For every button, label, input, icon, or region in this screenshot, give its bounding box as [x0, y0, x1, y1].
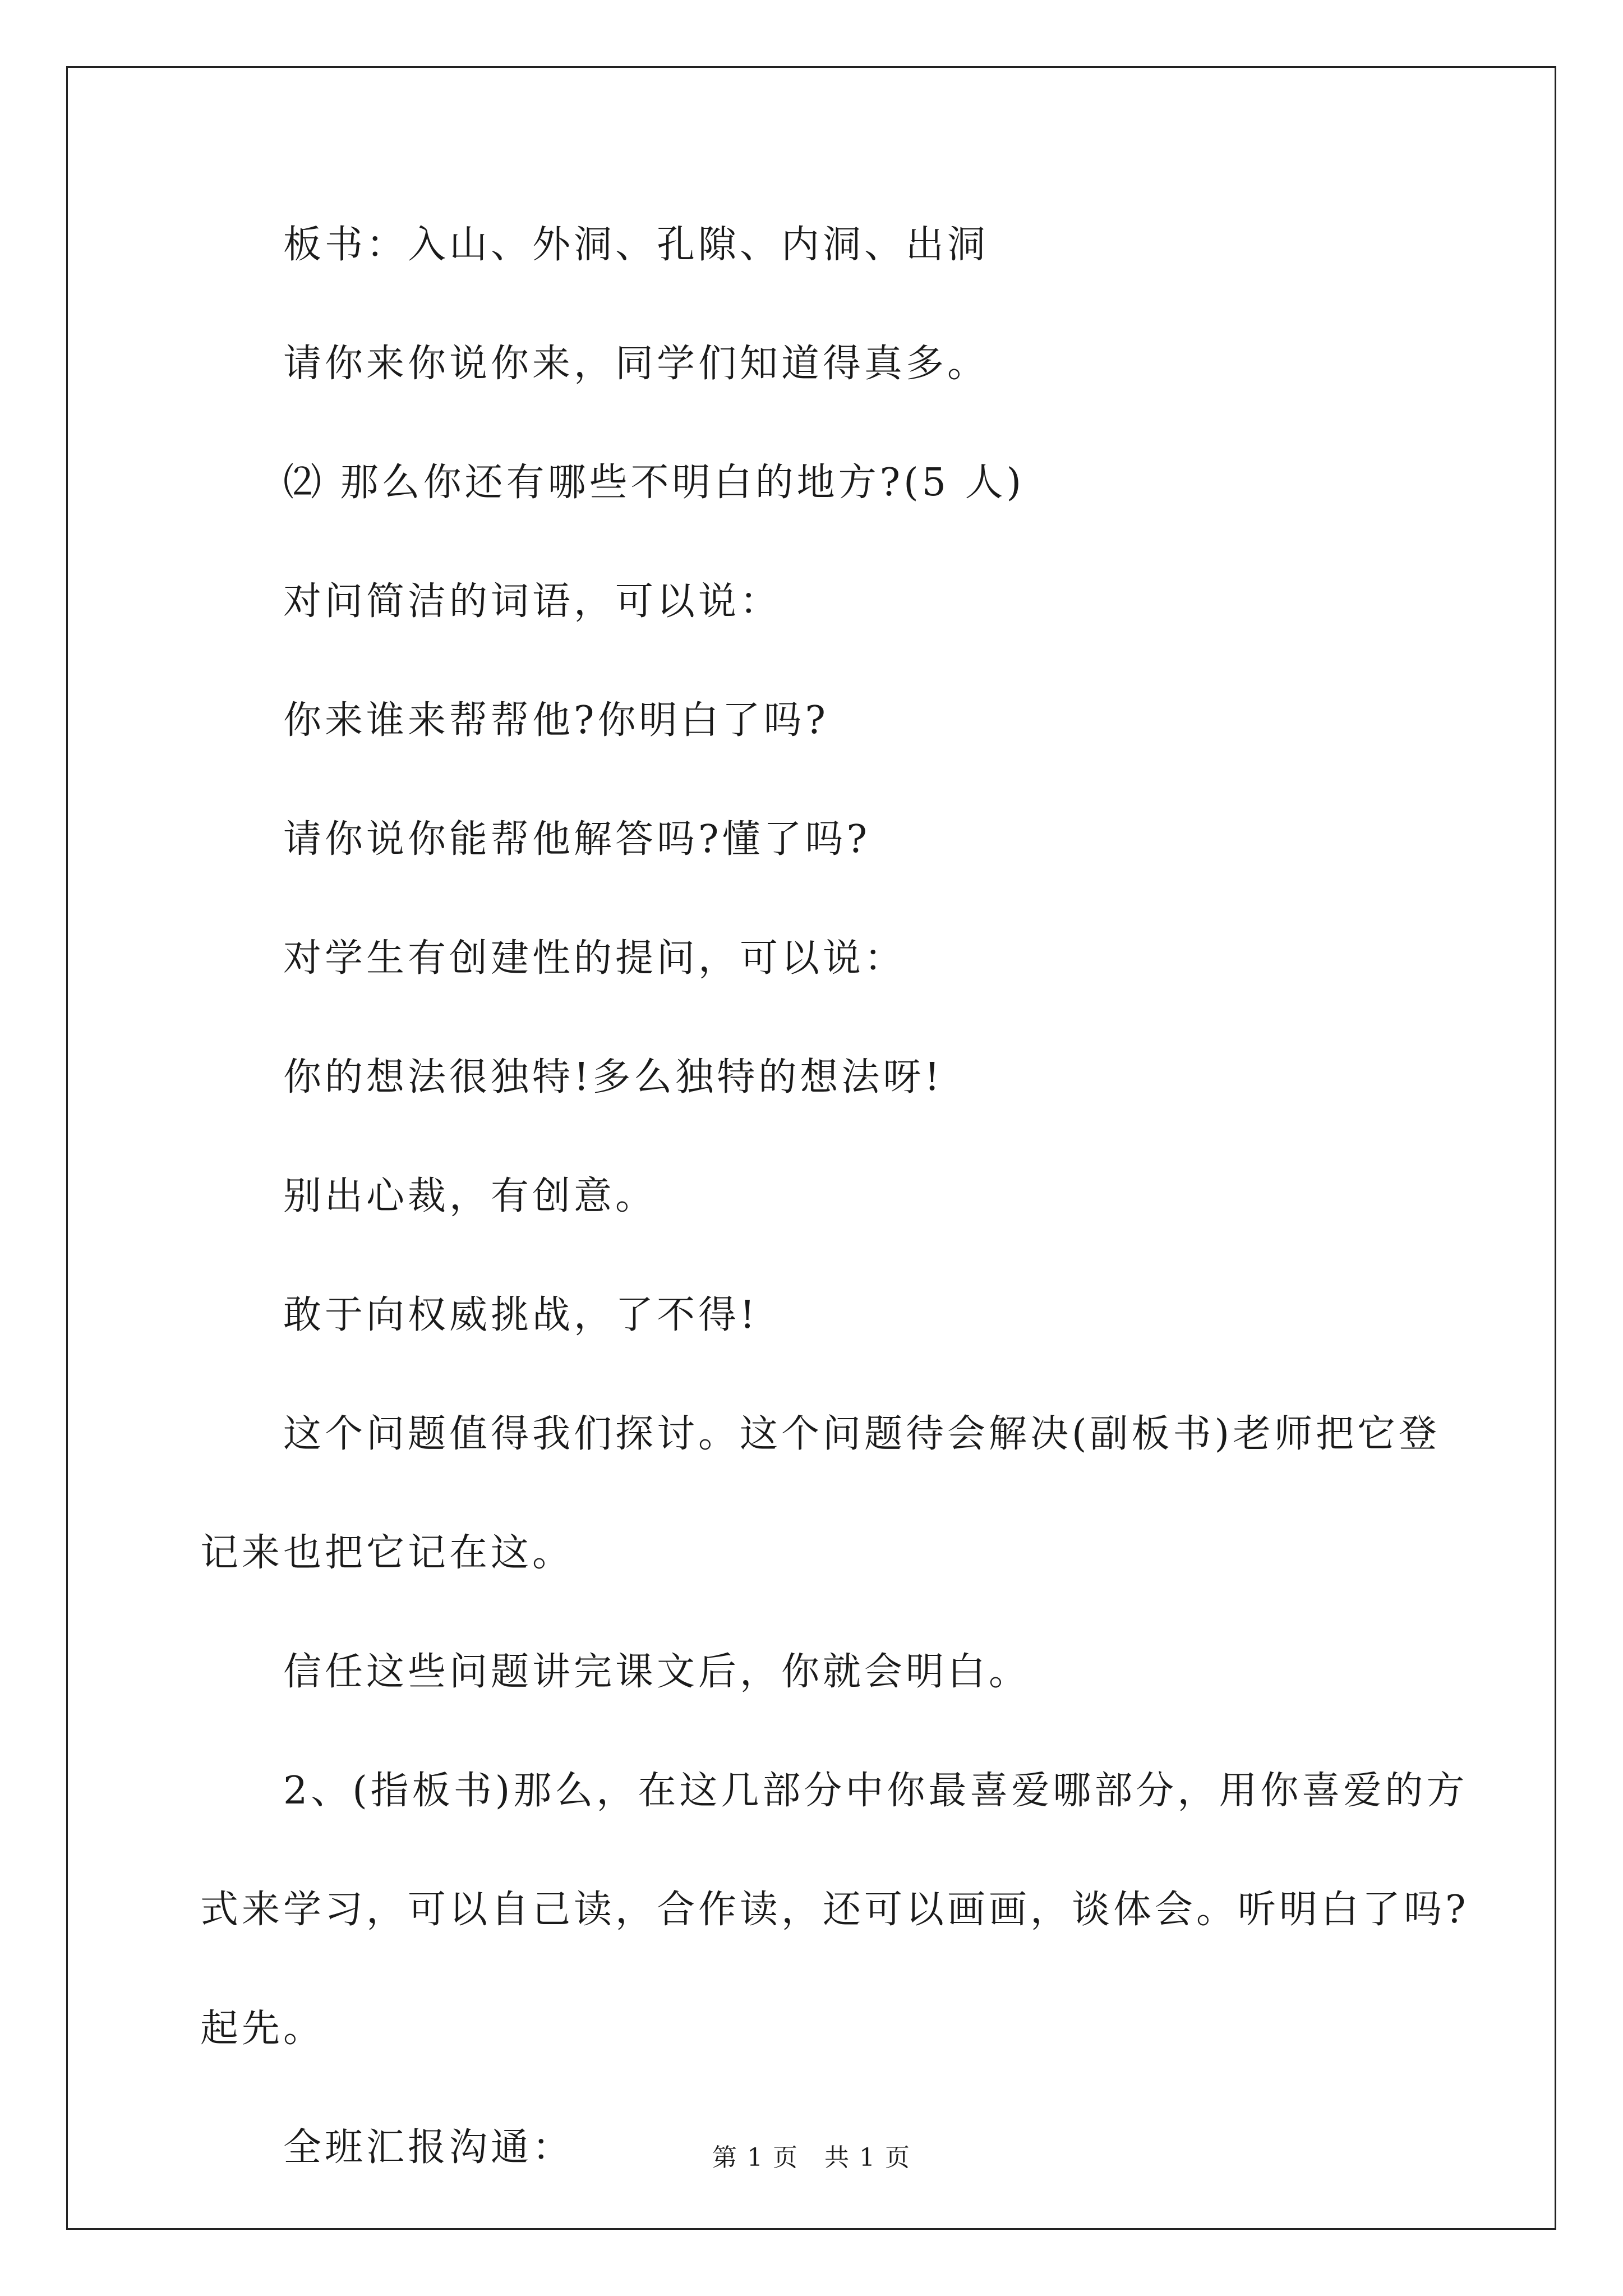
paragraph: 这个问题值得我们探讨。这个问题待会解决(副板书)老师把它登记来也把它记在这。 — [200, 1412, 1441, 1575]
paragraph: ⑵ 那么你还有哪些不明白的地方?(5 人) — [283, 461, 1025, 505]
paragraph: 你来谁来帮帮他?你明白了吗? — [283, 698, 829, 743]
paragraph: 信任这些问题讲完课文后，你就会明白。 — [283, 1650, 1031, 1694]
paragraph: 你的想法很独特!多么独特的想法呀! — [283, 1055, 943, 1099]
paragraph: 对问简洁的词语，可以说： — [283, 579, 782, 624]
document-body — [200, 220, 1470, 2173]
page-footer: 第 1 页 共 1 页 — [712, 2143, 911, 2172]
paragraph: 全班汇报沟通： — [283, 2125, 574, 2170]
paragraph: 请你说你能帮他解答吗?懂了吗? — [283, 817, 870, 862]
paragraph: 对学生有创建性的提问，可以说： — [283, 936, 906, 981]
paragraph: 2、(指板书)那么，在这几部分中你最喜爱哪部分，用你喜爱的方式来学习，可以自己读，合作读，还可以画画，谈体会。听明白了吗?起先。 — [200, 1769, 1469, 2051]
paragraph: 别出心裁，有创意。 — [283, 1174, 657, 1218]
paragraph: 请你来你说你来，同学们知道得真多。 — [283, 342, 989, 386]
paragraph: 敢于向权威挑战，了不得! — [283, 1293, 759, 1337]
paragraph: 板书：入山、外洞、孔隙、内洞、出洞 — [283, 223, 989, 267]
